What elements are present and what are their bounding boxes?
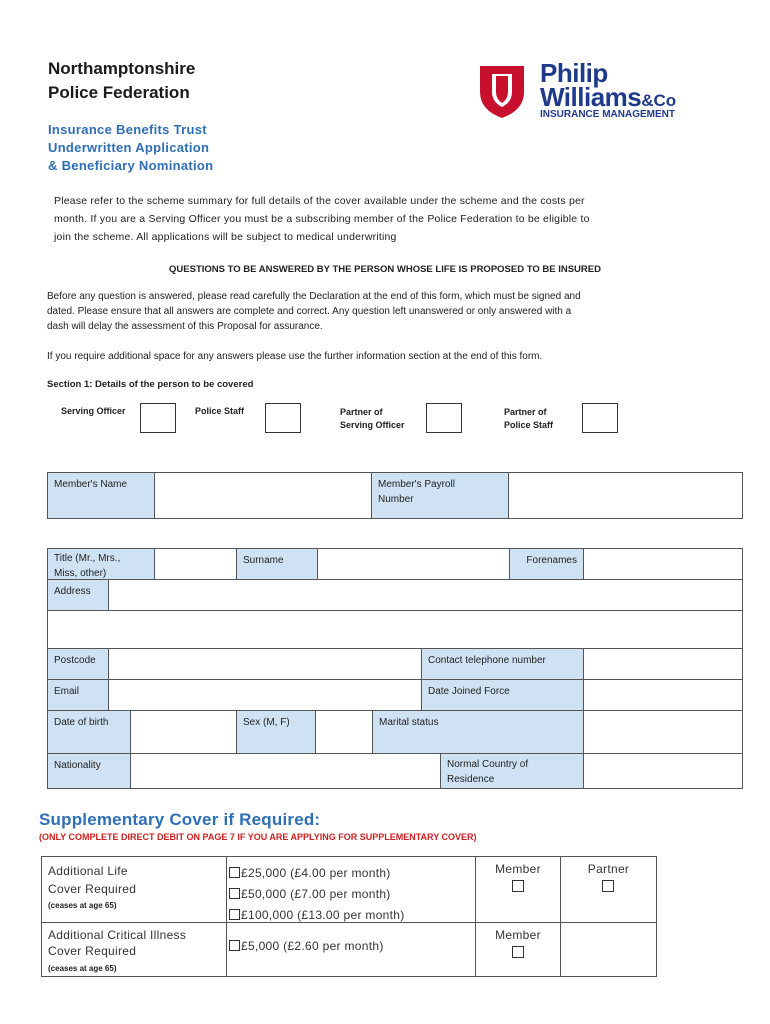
form-title [48,121,213,175]
logo-tagline: INSURANCE MANAGEMENT [540,109,675,120]
logo-williams-text: Williams [540,82,642,112]
direct-debit-note: (ONLY COMPLETE DIRECT DEBIT ON PAGE 7 IF YOU ARE APPLYING FOR SUPPLEMENTARY COVER) [39,832,477,842]
life-ceases-note: (ceases at age 65) [48,901,117,910]
ci-ceases-note: (ceases at age 65) [48,964,117,973]
email-label: Email [47,679,109,711]
payroll-number-input[interactable] [508,472,743,519]
option-5k-label: £5,000 (£2.60 per month) [241,939,384,953]
org-line-1: Northamptonshire [48,59,196,78]
partner-staff-line-2: Police Staff [504,420,554,430]
checkbox-50k[interactable] [229,888,240,899]
logo-amp-co: &Co [641,91,677,110]
form-title-line-1: Insurance Benefits Trust [48,122,207,137]
life-member-column [475,856,561,923]
nationality-input[interactable] [130,753,441,789]
shield-logo-icon [478,62,528,120]
country-of-residence-label [440,753,584,789]
instructions-paragraph [47,289,737,334]
nationality-label: Nationality [47,753,131,789]
title-label [47,548,155,580]
payroll-line-2: Number [378,494,414,505]
option-25k[interactable] [229,863,473,884]
residence-line-2: Residence [447,774,495,785]
instructions-line-2: dated. Please ensure that all answers are complete and correct. Any question left unanswered or only answered with a [47,306,572,317]
sex-input[interactable] [315,710,373,754]
partner-police-staff-checkbox[interactable] [582,403,618,433]
surname-label: Surname [236,548,318,580]
police-staff-checkbox[interactable] [265,403,301,433]
life-member-checkbox[interactable] [512,880,524,892]
residence-line-1: Normal Country of [447,759,529,770]
option-50k-label: £50,000 (£7.00 per month) [241,887,391,901]
postcode-label: Postcode [47,648,109,680]
checkbox-25k[interactable] [229,867,240,878]
marital-status-input[interactable] [583,710,743,754]
serving-officer-label: Serving Officer [61,406,126,416]
additional-space-note: If you require additional space for any answers please use the further information section at the end of this form. [47,351,543,362]
checkbox-5k[interactable] [229,940,240,951]
partner-serving-line-2: Serving Officer [340,420,405,430]
date-of-birth-label: Date of birth [47,710,131,754]
option-50k[interactable] [229,884,473,905]
marital-status-label: Marital status [372,710,584,754]
life-cover-options [226,856,476,923]
additional-life-cover-label [41,856,227,923]
address-input-line-1[interactable] [108,579,743,611]
ci-partner-column [560,922,657,977]
serving-officer-checkbox[interactable] [140,403,176,433]
address-label: Address [47,579,109,611]
members-name-label: Member's Name [47,472,155,519]
company-logo [478,58,708,122]
life-member-label: Member [495,862,541,876]
partner-serving-officer-label [340,406,405,432]
option-25k-label: £25,000 (£4.00 per month) [241,866,391,880]
forenames-label: Forenames [509,548,584,580]
supplementary-cover-title: Supplementary Cover if Required: [39,810,321,829]
sex-label: Sex (M, F) [236,710,316,754]
ci-member-checkbox[interactable] [512,946,524,958]
title-input[interactable] [154,548,237,580]
life-partner-label: Partner [587,862,630,876]
title-label-line-1: Title (Mr., Mrs., [54,553,121,564]
critical-illness-cover-label [41,922,227,977]
police-staff-label: Police Staff [195,406,245,416]
intro-line-2: month. If you are a Serving Officer you must be a subscribing member of the Police Federation to be eligible to [54,213,590,225]
ci-cover-options [226,922,476,977]
intro-paragraph [54,192,734,246]
partner-staff-line-1: Partner of [504,407,547,417]
address-input-line-2[interactable] [47,610,743,649]
payroll-line-1: Member's Payroll [378,479,455,490]
partner-serving-line-1: Partner of [340,407,383,417]
life-partner-checkbox[interactable] [602,880,614,892]
partner-police-staff-label [504,406,553,432]
date-joined-force-input[interactable] [583,679,743,711]
email-input[interactable] [108,679,422,711]
logo-philip: Philip [540,58,608,88]
form-title-line-3: & Beneficiary Nomination [48,158,214,173]
option-5k[interactable] [229,937,473,955]
ci-line-1: Additional Critical Illness [48,928,187,942]
form-title-line-2: Underwritten Application [48,140,210,155]
intro-line-3: join the scheme. All applications will be subject to medical underwriting [54,231,397,243]
date-joined-force-label: Date Joined Force [421,679,584,711]
surname-input[interactable] [317,548,510,580]
intro-line-1: Please refer to the scheme summary for full details of the cover available under the scheme and the costs per [54,195,585,207]
postcode-input[interactable] [108,648,422,680]
life-partner-column [560,856,657,923]
option-100k-label: £100,000 (£13.00 per month) [241,908,405,922]
questions-heading: QUESTIONS TO BE ANSWERED BY THE PERSON WHOSE LIFE IS PROPOSED TO BE INSURED [169,264,601,275]
payroll-number-label [371,472,509,519]
ci-member-label: Member [495,928,541,942]
forenames-input[interactable] [583,548,743,580]
ci-line-2: Cover Required [48,944,137,958]
checkbox-100k[interactable] [229,909,240,920]
contact-phone-input[interactable] [583,648,743,680]
date-of-birth-input[interactable] [130,710,237,754]
instructions-line-3: dash will delay the assessment of this Proposal for assurance. [47,321,323,332]
instructions-line-1: Before any question is answered, please read carefully the Declaration at the end of this form, which must be signed and [47,291,581,302]
life-line-1: Additional Life [48,864,128,878]
org-line-2: Police Federation [48,83,190,102]
life-line-2: Cover Required [48,882,137,896]
contact-phone-label: Contact telephone number [421,648,584,680]
section-1-title: Section 1: Details of the person to be covered [47,379,254,390]
title-label-line-2: Miss, other) [54,568,107,579]
ci-member-column [475,922,561,977]
organization-name [48,57,195,105]
country-of-residence-input[interactable] [583,753,743,789]
members-name-input[interactable] [154,472,372,519]
partner-serving-officer-checkbox[interactable] [426,403,462,433]
